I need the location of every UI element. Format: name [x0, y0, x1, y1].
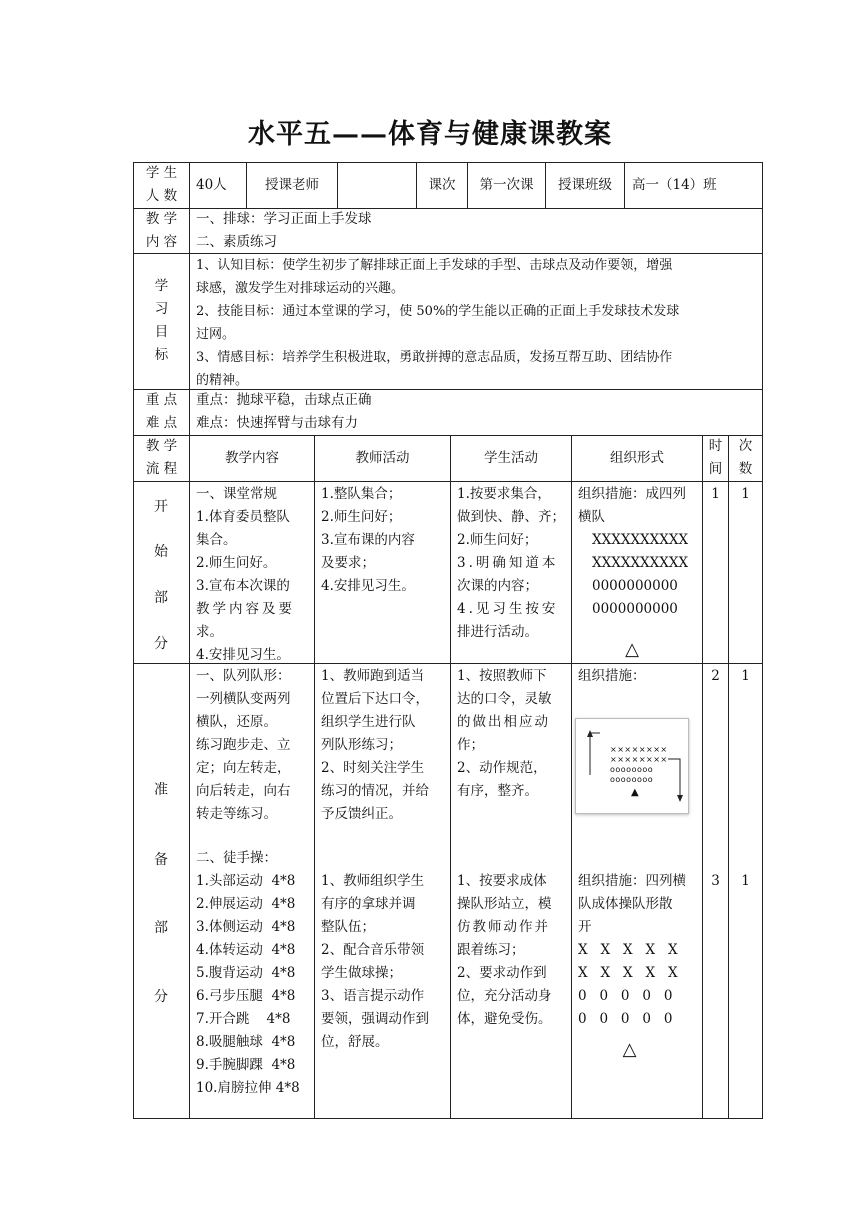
keypoints-text: 重点：抛球平稳，击球点正确 难点：快速挥臂与击球有力	[196, 392, 372, 431]
start-label-4: 分	[154, 636, 168, 652]
class-value: 高一（14）班	[632, 177, 717, 193]
objectives-text: 1、认知目标：使学生初步了解排球正面上手发球的手型、击球点及动作要领，增强 球感，激发学生对排球运动的兴趣。 2、技能目标：通过本堂课的学习，使 50%的学生能以正确的正面上手发球技术发球 过网。 3、情感目标：培养学生积极进取，勇敢拼搏的意志品质，发扬互帮互助、团结协作 的精神。	[196, 258, 680, 388]
col-header-teacher: 教师活动	[355, 450, 410, 466]
content-label: 教 学 内 容	[145, 211, 178, 250]
prep-content-drill: 一、队列队形： 一列横队变两列 横队，还原。 练习跑步走、立 定；向左转走， 向后转走，向右 转走等练习。	[196, 668, 291, 822]
lesson-label: 课次	[428, 177, 456, 193]
prep-student-exercise: 1、按要求成体 操队形站立，模 仿教师动作并 跟着练习； 2、要求动作到 位，充分活动身 体，避免受伤。	[457, 873, 552, 1027]
diagram-row: ××××××××	[610, 745, 668, 754]
start-label-3: 部	[154, 590, 168, 606]
diagram-row: oooooooo	[610, 765, 654, 774]
diagram-row: oooooooo	[610, 775, 654, 784]
col-header-time: 时 间	[708, 438, 723, 477]
table-border-top	[133, 162, 763, 163]
prep-label-3: 部	[154, 920, 168, 936]
flow-divider	[702, 435, 703, 1119]
flow-label: 教 学 流 程	[145, 438, 178, 477]
prep-label-1: 准	[154, 782, 168, 798]
table-border-right	[762, 162, 763, 1119]
prep-time-drill: 2	[711, 668, 720, 684]
teacher-marker: ▲	[631, 787, 639, 798]
start-count: 1	[741, 486, 750, 502]
keypoints-label: 重 点 难 点	[145, 392, 178, 431]
prep-org-drill: 组织措施：	[578, 668, 646, 684]
start-content: 一、课堂常规 1.体育委员整队 集合。 2.师生问好。 3.宣布本次课的 教学内容及要 求。 4.安排见习生。	[196, 486, 295, 663]
header-divider	[337, 162, 338, 208]
lesson-value: 第一次课	[479, 177, 534, 193]
start-label-1: 开	[154, 499, 168, 515]
prep-org-exercise: 组织措施：四列横 队成体操队形散 开 X X X X X X X X X X 0 0 0 0 0 0 0 0 0 0	[578, 873, 686, 1027]
start-teacher: 1.整队集合； 2.师生问好； 3.宣布课的内容 及要求； 4.安排见习生。	[321, 486, 415, 594]
prep-time-exercise: 3	[711, 873, 720, 889]
start-student: 1.按要求集合， 做到快、静、齐； 2.师生问好； 3.明确知道本 次课的内容； 4.见习生按安 排进行活动。	[457, 486, 565, 640]
header-divider	[624, 162, 625, 208]
col-header-student: 学生活动	[484, 450, 538, 466]
objectives-label: 学 习 目 标	[154, 278, 169, 363]
prep-count-exercise: 1	[741, 873, 750, 889]
exercise-teacher-triangle: △	[622, 1039, 637, 1060]
prep-count-drill: 1	[741, 668, 750, 684]
page-title: 水平五——体育与健康课教案	[248, 119, 612, 150]
prep-label-4: 分	[154, 989, 168, 1005]
teacher-position-triangle: △	[625, 639, 639, 660]
prep-content-exercise: 二、徒手操： 1.头部运动 4*8 2.伸展运动 4*8 3.体侧运动 4*8 4.体转运动 4*8 5.腹背运动 4*8 6.弓步压腿 4*8 7.开合跳 4*8 8.吸腿触球 4*8 9.手腕脚踝 4*8 10.肩膀拉伸 4*8	[196, 850, 300, 1096]
start-org: 组织措施：成四列 横队 XXXXXXXXXX XXXXXXXXXX 0000000000 0000000000	[578, 486, 689, 617]
students-value: 40人	[196, 177, 227, 193]
prep-student-drill: 1、按照教师下 达的口令，灵敏 的做出相应动 作； 2、动作规范， 有序，整齐。	[457, 668, 552, 799]
row-divider	[133, 481, 763, 482]
teacher-label: 授课老师	[265, 177, 319, 193]
col-header-content: 教学内容	[225, 450, 279, 466]
prep-label-2: 备	[154, 852, 168, 868]
col-header-org: 组织形式	[610, 450, 664, 466]
start-time: 1	[711, 486, 720, 502]
row-divider	[133, 435, 763, 436]
students-label: 学 生 人 数	[145, 165, 178, 204]
flow-divider	[728, 435, 729, 1119]
prep-teacher-exercise: 1、教师组织学生 有序的拿球并调 整队伍； 2、配合音乐带领 学生做球操； 3、语言提示动作 要领，强调动作到 位，舒展。	[321, 873, 429, 1050]
start-label-2: 始	[154, 544, 168, 560]
content-text: 一、排球：学习正面上手发球 二、素质练习	[196, 211, 372, 250]
table-border-bottom	[133, 1118, 763, 1119]
formation-diagram	[575, 718, 689, 814]
prep-teacher-drill: 1、教师跑到适当 位置后下达口令， 组织学生进行队 列队形练习； 2、时刻关注学生 练习的情况，并给 予反馈纠正。	[321, 668, 429, 822]
class-label: 授课班级	[558, 177, 612, 193]
diagram-row: ××××××××	[610, 755, 668, 764]
col-header-count: 次 数	[738, 438, 753, 477]
